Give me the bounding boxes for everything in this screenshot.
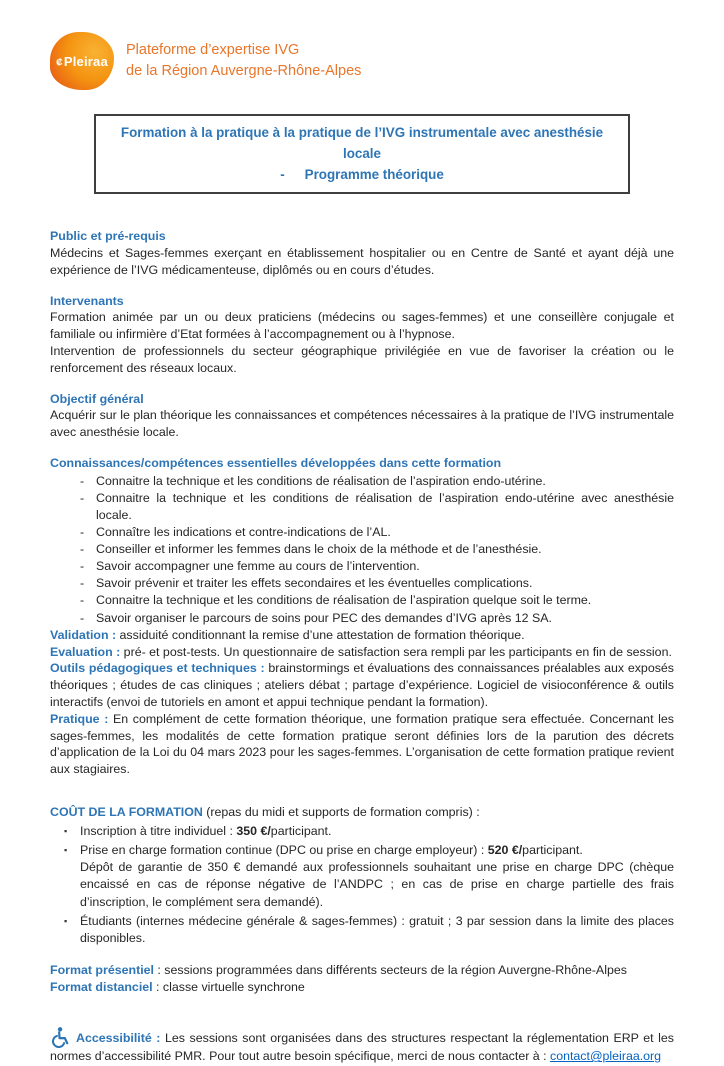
section-objectif bbox=[50, 391, 674, 441]
list-item: - Savoir accompagner une femme au cours de l’intervention. bbox=[80, 559, 420, 574]
square-bullet-icon: ▪ bbox=[64, 825, 68, 836]
section-connaissances bbox=[50, 455, 674, 627]
validation-label: Validation : bbox=[50, 627, 117, 642]
section-intervenants bbox=[50, 293, 674, 377]
list-item: - Connaitre la technique et les conditions de réalisation de l’aspiration endo-utérine avec anesthésie locale. bbox=[80, 491, 674, 522]
section-outils: Outils pédagogiques et techniques : brainstormings et évaluations des connaissances préalables aux exposés théoriques ; études de cas cliniques ; ateliers débat ; partage d’expérience. Logiciel de visioconférence & outils interactifs (envoi de tutoriels en amont et appui technique pendant la formation). bbox=[50, 661, 674, 710]
logo-mark-icon: ₡ bbox=[56, 56, 63, 67]
outils-label: Outils pédagogiques et techniques : bbox=[50, 661, 265, 676]
section-body: Médecins et Sages-femmes exerçant en établissement hospitalier ou en Centre de Santé et ayant déjà une expérience de l’IVG médicamenteuse, diplômés ou en cours d’études. bbox=[50, 246, 674, 277]
format-distanciel-label: Format distanciel bbox=[50, 980, 153, 995]
title-box bbox=[94, 114, 630, 194]
competences-list bbox=[50, 473, 674, 627]
pleiraa-logo bbox=[50, 32, 114, 90]
section-evaluation: Evaluation : pré- et post-tests. Un questionnaire de satisfaction sera rempli par les participants en fin de session. bbox=[50, 644, 672, 659]
cout-item-2: Prise en charge formation continue (DPC ou prise en charge employeur) : 520 €/participant. bbox=[80, 843, 583, 858]
cout-item-1: Inscription à titre individuel : 350 €/participant. bbox=[80, 823, 332, 838]
section-heading: Objectif général bbox=[50, 391, 144, 406]
section-heading: Connaissances/compétences essentielles développées dans cette formation bbox=[50, 456, 502, 471]
title-line1: Formation à la pratique à la pratique de l’IVG instrumentale avec anesthésie locale bbox=[120, 125, 604, 161]
section-heading: Public et pré-requis bbox=[50, 229, 166, 244]
cout-item-3: Étudiants (internes médecine générale & sages-femmes) : gratuit ; 3 par session dans la limite des places disponibles. bbox=[80, 913, 674, 945]
list-item: - Connaître les indications et contre-indications de l’AL. bbox=[80, 524, 391, 539]
section-pratique: Pratique : En complément de cette formation théorique, une formation pratique sera effectuée. Concernant les sages-femmes, les modalités de cette formation pratique seront définies lors de la parution des décrets d’application de la Loi du 04 mars 2023 pour les sages-femmes. L’organisation de cette formation pratique revient aux stagiaires. bbox=[50, 711, 674, 777]
tagline-line1: Plateforme d’expertise IVG bbox=[126, 41, 300, 58]
cout-item-2-note: Dépôt de garantie de 350 € demandé aux professionnels souhaitant une prise en charge DPC (chèque encaissé en cas de réponse négative de l’ANDPC ; en cas de prise en charge partielle des frais d’inscription, le complément sera demandé). bbox=[80, 860, 674, 909]
square-bullet-icon: ▪ bbox=[64, 845, 68, 856]
list-item: - Conseiller et informer les femmes dans le choix de la méthode et de l’anesthésie. bbox=[80, 541, 542, 556]
list-item: - Savoir organiser le parcours de soins pour PEC des demandes d’IVG après 12 SA. bbox=[80, 610, 552, 625]
list-item bbox=[50, 913, 674, 947]
format-distanciel: Format distanciel : classe virtuelle synchrone bbox=[50, 980, 305, 995]
list-item bbox=[50, 842, 674, 859]
section-heading: Intervenants bbox=[50, 293, 124, 308]
section-validation: Validation : assiduité conditionnant la remise d’une attestation de formation théorique. bbox=[50, 627, 525, 642]
section-body: Acquérir sur le plan théorique les connaissances et compétences nécessaires à la pratique de l’IVG instrumentale avec anesthésie locale. bbox=[50, 408, 675, 440]
format-presentiel: Format présentiel : sessions programmées dans différents secteurs de la région Auvergne-Rhône-Alpes bbox=[50, 963, 627, 978]
logo-text: ₡Pleiraa bbox=[56, 53, 108, 69]
contact-email-link[interactable]: contact@pleiraa.org bbox=[550, 1049, 662, 1064]
list-item: - Connaitre la technique et les conditions de réalisation de l’aspiration endo-utérine. bbox=[80, 473, 546, 488]
evaluation-label: Evaluation : bbox=[50, 644, 121, 659]
format-presentiel-label: Format présentiel bbox=[50, 963, 154, 978]
accessibilite-label: Accessibilité : bbox=[76, 1031, 161, 1046]
header-tagline bbox=[126, 40, 361, 82]
section-formats bbox=[50, 962, 674, 996]
square-bullet-icon: ▪ bbox=[64, 915, 68, 926]
list-item bbox=[50, 823, 674, 840]
list-item: - Connaitre la technique et les conditions de réalisation de l’aspiration quelque soit le terme. bbox=[80, 593, 592, 608]
cout-heading-line: COÛT DE LA FORMATION (repas du midi et supports de formation compris) : bbox=[50, 805, 480, 820]
title-line2: - Programme théorique bbox=[280, 166, 444, 182]
section-body: Formation animée par un ou deux praticiens (médecins ou sages-femmes) et une conseillère conjugale et familiale ou infirmière d’Etat formées à l’accompagnement ou à l’hypnose. bbox=[50, 310, 674, 342]
section-public bbox=[50, 228, 674, 278]
wheelchair-icon bbox=[50, 1026, 72, 1048]
tagline-line2: de la Région Auvergne-Rhône-Alpes bbox=[126, 63, 362, 79]
cout-heading: COÛT DE LA FORMATION bbox=[50, 805, 203, 820]
list-item: - Savoir prévenir et traiter les effets secondaires et les éventuelles complications. bbox=[80, 576, 533, 591]
section-body: Intervention de professionnels du secteur géographique privilégiée en vue de favoriser la création ou le renforcement des réseaux locaux. bbox=[50, 344, 674, 375]
section-cout bbox=[50, 804, 674, 946]
section-accessibilite: Accessibilité : Les sessions sont organisées dans des structures respectant la réglementation ERP et les normes d’accessibilité PMR. Pour tout autre besoin spécifique, merci de nous contacter à : contact@pleiraa.org bbox=[50, 1026, 674, 1066]
pratique-label: Pratique : bbox=[50, 711, 109, 726]
doc-header bbox=[50, 30, 674, 92]
